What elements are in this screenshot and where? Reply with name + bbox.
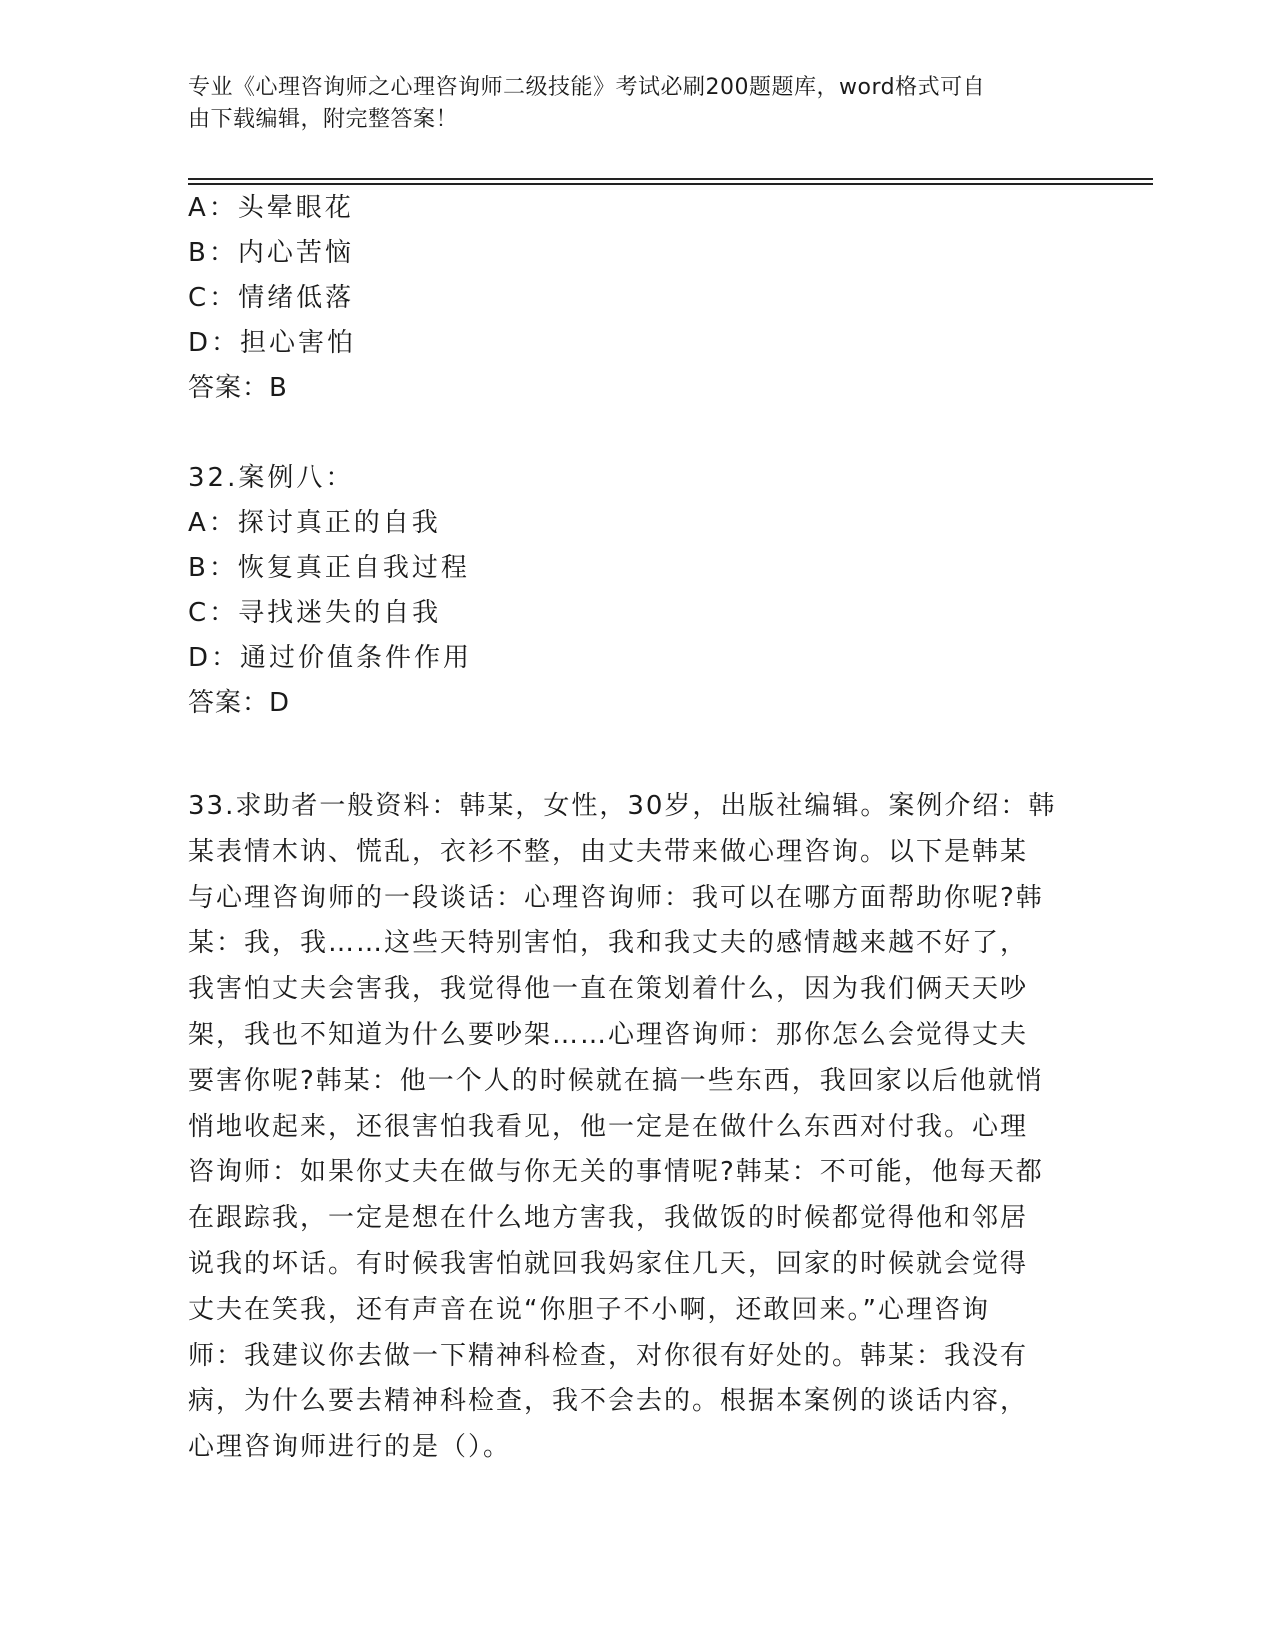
q33-line: 与心理咨询师的一段谈话：心理咨询师：我可以在哪方面帮助你呢?韩 <box>188 882 1044 913</box>
q33-line: 病，为什么要去精神科检查，我不会去的。根据本案例的谈话内容， <box>188 1386 1029 1417</box>
q33-line: 架，我也不知道为什么要吵架……心理咨询师：那你怎么会觉得丈夫 <box>188 1019 1029 1050</box>
q33-line: 要害你呢?韩某：他一个人的时候就在搞一些东西，我回家以后他就悄 <box>188 1065 1044 1096</box>
q31-option-d: D：担心害怕 <box>188 328 357 358</box>
header-line-2: 由下载编辑，附完整答案！ <box>188 107 459 132</box>
q32-option-a: A：探讨真正的自我 <box>188 508 441 538</box>
q33-line: 某表情木讷、慌乱，衣衫不整，由丈夫带来做心理咨询。以下是韩某 <box>188 836 1029 867</box>
q33-line: 在跟踪我，一定是想在什么地方害我，我做饭的时候都觉得他和邻居 <box>188 1203 1029 1234</box>
header-line-1: 专业《心理咨询师之心理咨询师二级技能》考试必刷200题题库，word格式可自 <box>188 75 986 100</box>
q33-line: 说我的坏话。有时候我害怕就回我妈家住几天，回家的时候就会觉得 <box>188 1248 1029 1279</box>
q33-line: 33.求助者一般资料：韩某，女性，30岁，出版社编辑。案例介绍：韩 <box>188 791 1057 821</box>
q33-line: 某：我，我……这些天特别害怕，我和我丈夫的感情越来越不好了， <box>188 928 1029 959</box>
q33-line: 悄地收起来，还很害怕我看见，他一定是在做什么东西对付我。心理 <box>188 1111 1029 1142</box>
q32-option-c: C：寻找迷失的自我 <box>188 598 442 628</box>
header-divider-bottom <box>188 183 1153 185</box>
q31-option-c: C：情绪低落 <box>188 283 355 313</box>
page-header <box>188 72 1088 136</box>
header-divider-top <box>188 178 1153 180</box>
q31-answer: 答案：B <box>188 373 288 403</box>
q31-option-a: A：头晕眼花 <box>188 193 354 223</box>
q33-line: 咨询师：如果你丈夫在做与你无关的事情呢?韩某：不可能，他每天都 <box>188 1157 1044 1188</box>
q32-option-d: D：通过价值条件作用 <box>188 643 473 673</box>
q31-option-b: B：内心苦恼 <box>188 238 354 268</box>
q32-answer: 答案：D <box>188 688 291 718</box>
q33-stem <box>188 784 1088 1471</box>
q33-line: 心理咨询师进行的是（）。 <box>188 1432 512 1463</box>
q33-line: 师：我建议你去做一下精神科检查，对你很有好处的。韩某：我没有 <box>188 1340 1029 1371</box>
q32-option-b: B：恢复真正自我过程 <box>188 553 470 583</box>
q32-stem: 32.案例八： <box>188 463 355 493</box>
q33-line: 我害怕丈夫会害我，我觉得他一直在策划着什么，因为我们俩天天吵 <box>188 974 1029 1005</box>
q33-line: 丈夫在笑我，还有声音在说“你胆子不小啊，还敢回来。”心理咨询 <box>188 1294 990 1325</box>
